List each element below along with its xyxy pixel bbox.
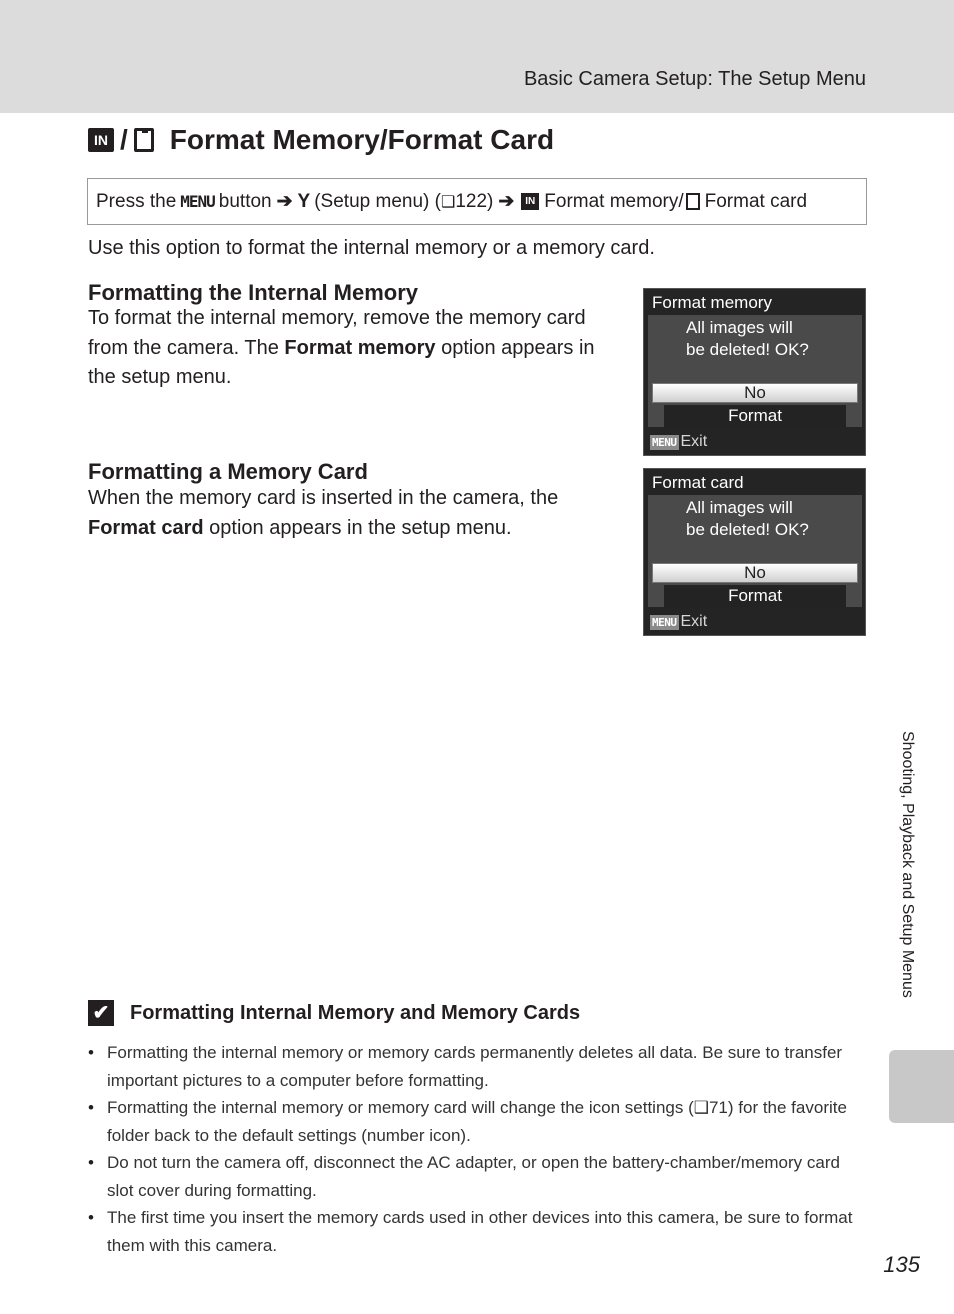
nav-press-text: Press the (96, 190, 177, 212)
nav-page-ref: 122) (455, 190, 494, 212)
option-format: Format (664, 585, 846, 607)
running-header: Basic Camera Setup: The Setup Menu (523, 68, 866, 90)
body-bold-text: Format card (88, 516, 204, 539)
screen-message (686, 497, 809, 541)
nav-button-text: button (218, 190, 272, 212)
arrow-right-icon: ➔ (498, 191, 515, 212)
menu-button-icon: MENU (652, 435, 677, 449)
camera-screen-format-memory (643, 288, 866, 456)
nav-setup-text: (Setup menu) ( (314, 190, 441, 212)
nav-format-memory: Format memory/ (544, 190, 684, 212)
memory-card-icon (686, 193, 700, 210)
body-text: option appears in the setup menu. (203, 516, 512, 539)
screen-dialog-panel (648, 315, 862, 427)
page-number: 135 (883, 1252, 920, 1277)
option-no: No (652, 383, 858, 403)
side-section-label: Shooting, Playback and Setup Menus (899, 731, 916, 998)
menu-button-icon: MENU (180, 192, 215, 211)
exit-label: Exit (680, 433, 708, 450)
list-item: • The first time you insert the memory cards used in other devices into this camera, be sure to format them with this camera. (88, 1204, 868, 1259)
option-no: No (652, 563, 858, 583)
body-bold-text: Format memory (284, 336, 436, 359)
body-text: option appears in the setup menu. (88, 336, 595, 388)
body-text: When the memory card is inserted in the camera, the (88, 487, 559, 509)
note-list (88, 1039, 868, 1259)
header-band (0, 0, 954, 113)
screen-message-line: All images will (686, 318, 793, 337)
checkmark-icon: ✔ (88, 1000, 114, 1026)
note-title: Formatting Internal Memory and Memory Cards (130, 1001, 581, 1024)
camera-screen-format-card (643, 468, 866, 636)
internal-memory-icon: IN (88, 128, 114, 152)
list-item: • Do not turn the camera off, disconnect the AC adapter, or open the battery-chamber/memory card slot cover during formatting. (88, 1149, 868, 1204)
memory-card-icon (134, 128, 154, 152)
option-format: Format (664, 405, 846, 427)
heading-slash: / (120, 124, 128, 155)
note-heading (88, 1000, 580, 1026)
arrow-right-icon: ➔ (276, 191, 293, 212)
screen-title: Format memory (652, 293, 772, 312)
screen-message-line: All images will (686, 498, 793, 517)
screen-message (686, 317, 809, 361)
exit-label: Exit (680, 613, 708, 630)
intro-text: Use this option to format the internal memory or a memory card. (88, 237, 655, 259)
screen-exit-hint (650, 613, 707, 631)
screen-message-line: be deleted! OK? (686, 340, 809, 359)
list-item: • Formatting the internal memory or memory card will change the icon settings (❑71) for the favorite folder back to the default settings (number icon). (88, 1094, 868, 1149)
screen-title: Format card (652, 473, 744, 492)
wrench-icon: Y (297, 190, 311, 212)
section-body-memory-card (88, 484, 608, 543)
menu-button-icon: MENU (652, 615, 677, 629)
section-title-internal-memory: Formatting the Internal Memory (88, 280, 419, 305)
screen-message-line: be deleted! OK? (686, 520, 809, 539)
section-tab (889, 1050, 954, 1123)
list-item: • Formatting the internal memory or memory cards permanently deletes all data. Be sure to transfer important pictures to a computer before formatting. (88, 1039, 868, 1094)
section-title-memory-card: Formatting a Memory Card (88, 459, 368, 484)
navigation-path-box (87, 178, 867, 225)
screen-exit-hint (650, 433, 707, 451)
internal-memory-icon: IN (521, 193, 539, 210)
book-reference-icon: ❑ (440, 193, 456, 211)
body-text: To format the internal memory, remove the memory card from the camera. The (88, 307, 586, 359)
nav-format-card: Format card (704, 190, 808, 212)
page-title (88, 124, 554, 156)
page-title-text: Format Memory/Format Card (169, 124, 555, 155)
screen-dialog-panel (648, 495, 862, 607)
section-body-internal-memory (88, 304, 608, 393)
